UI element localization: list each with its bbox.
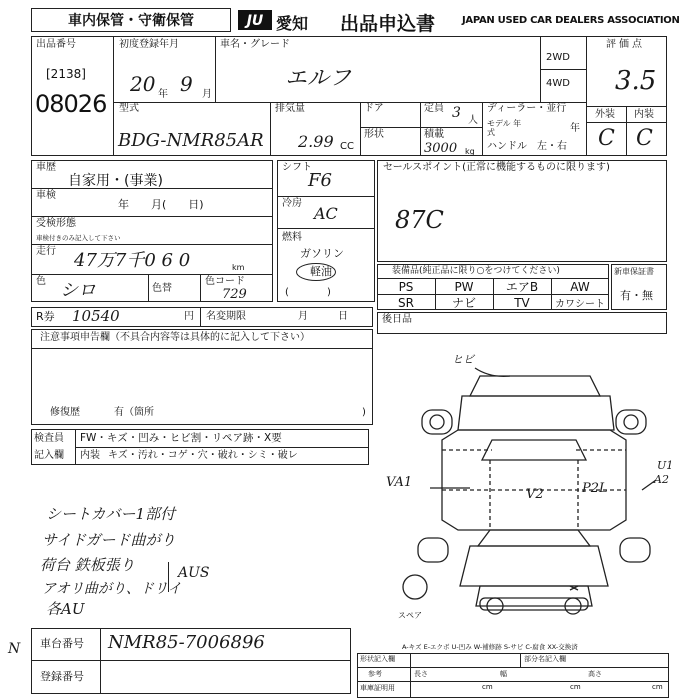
right-mirror-circle <box>624 415 638 429</box>
fuel-label: 燃料 <box>282 232 302 243</box>
mark-hibi: ヒビ <box>452 353 474 366</box>
ref-label: 参考 <box>368 670 382 678</box>
width-label: 幅 <box>500 670 507 678</box>
fuel-circle <box>296 263 336 281</box>
car-name: エルフ <box>285 66 352 91</box>
fuel-paren: ( ) <box>285 287 331 298</box>
height-label: 高さ <box>588 670 602 678</box>
mark-p2l: P2L <box>582 481 608 496</box>
mileage-value: 47万7千0 6 0 <box>74 250 191 271</box>
handle-label: ハンドル 左・右 <box>487 141 567 152</box>
cab-roof-outline <box>470 376 600 396</box>
color-label: 色 <box>36 276 46 287</box>
color-value: シロ <box>60 280 96 301</box>
name-change-label: 名変期限 <box>206 311 246 322</box>
equip-sr: SR <box>398 295 414 310</box>
ac-label: 冷房 <box>282 198 302 209</box>
left-mirror-circle <box>430 415 444 429</box>
mark-u1: U1 <box>657 459 674 472</box>
mileage-unit: km <box>232 263 245 272</box>
notice-label: 注意事項申告欄（不具合内容等は具体的に記入して下さい） <box>40 332 310 343</box>
cc-unit: CC <box>340 141 354 152</box>
inspector-row-1: FW・キズ・凹み・ヒビ割・リペア跡・X要 <box>80 432 282 444</box>
front-left-wheel <box>418 538 448 562</box>
cab-front-outline <box>458 396 614 430</box>
svg-text:JU: JU <box>246 13 264 29</box>
right-mirror-outline <box>616 410 646 434</box>
inspector-row-2: キズ・汚れ・コゲ・穴・破れ・シミ・破レ <box>108 450 298 461</box>
first-reg-month: 9 <box>180 72 193 96</box>
load-label: 積載 <box>424 129 444 140</box>
spare-tire-outline <box>403 575 427 599</box>
afterfit-label: 後日品 <box>382 314 412 325</box>
sales-point-value: 87C <box>395 206 444 234</box>
history-value: 自家用・(事業) <box>68 173 163 189</box>
ac-value: AC <box>314 204 338 223</box>
repair-label: 修復歴 <box>50 407 80 418</box>
load-value: 3000 <box>424 141 458 156</box>
form-title: 出品申込書 <box>340 13 436 35</box>
equip-airbag: エアB <box>505 280 539 294</box>
equip-aw: AW <box>570 279 590 294</box>
capacity-label: 定員 <box>424 103 444 114</box>
shift-label: シフト <box>282 162 312 173</box>
spare-label: スペア <box>398 611 422 620</box>
mileage-label: 走行 <box>36 246 56 257</box>
equip-tv: TV <box>514 295 530 310</box>
note-line-4: アオリ曲がり、ドリイ <box>42 581 182 597</box>
equipment-label: 装備品(純正品に限り○をつけてください) <box>392 266 560 276</box>
month-unit: 月 <box>202 89 212 100</box>
capacity-value: 3 <box>452 105 461 121</box>
repaint-label: 色替 <box>152 283 172 294</box>
equip-pw: PW <box>454 279 474 294</box>
color-code-value: 729 <box>222 287 247 302</box>
hibi-mark-stroke <box>475 368 510 376</box>
inspection-value: 年 月( 日) <box>118 198 204 211</box>
drive-4wd: 4WD <box>546 78 570 89</box>
lot-number: 08026 <box>35 90 107 118</box>
lot-sub: [2138] <box>46 67 86 81</box>
regform-sub: 車検付きのみ記入して下さい <box>36 234 121 242</box>
front-right-wheel <box>620 538 650 562</box>
dealer-label: ディーラー・並行 <box>487 103 567 114</box>
model-value: BDG-NMR85AR <box>118 130 264 151</box>
model-year-unit: 年 <box>570 123 580 134</box>
cm-2: cm <box>570 683 581 691</box>
inspector-row2-label: 内装 <box>80 450 100 461</box>
interior-label: 内装 <box>634 109 654 120</box>
mark-v2: V2 <box>526 487 544 502</box>
length-label: 長さ <box>414 670 428 678</box>
fuel-gas: ガソリン <box>300 247 344 260</box>
history-label: 車歴 <box>36 162 56 173</box>
interior-grade: C <box>636 126 653 151</box>
capacity-unit: 人 <box>468 115 478 126</box>
year-unit: 年 <box>158 89 168 100</box>
insurance-value: 有・無 <box>620 289 653 302</box>
ju-logo-icon <box>238 8 272 32</box>
load-unit: kg <box>465 147 475 156</box>
chassis-value: NMR85-7006896 <box>108 632 265 653</box>
note-line-3: 荷台 鉄板張り <box>40 556 135 574</box>
score-label: 評価点 <box>606 39 645 50</box>
car-name-label: 車名・グレード <box>220 39 290 50</box>
storage-label: 車内保管・守衛保管 <box>31 8 231 32</box>
rear-cab-outline <box>478 530 590 546</box>
ju-logo <box>238 8 272 32</box>
inspection-label: 車検 <box>36 190 56 201</box>
exterior-grade: C <box>598 126 615 151</box>
insurance-label: 新車保証書 <box>614 267 654 276</box>
drive-2wd: 2WD <box>546 52 570 63</box>
reg-cert-label: 車庫証明用 <box>360 684 395 692</box>
color-code-label: 色コード <box>205 276 245 287</box>
shape-label: 形状 <box>364 129 384 140</box>
sales-point-label: セールスポイント(正常に機能するものに限ります) <box>383 162 610 173</box>
reg-number-label: 登録番号 <box>40 670 84 683</box>
note-line-2: サイドガード曲がり <box>42 531 176 549</box>
rear-bumper-outline <box>480 598 588 610</box>
note-line-5: 各AU <box>46 600 85 618</box>
fuel-diesel: 軽油 <box>310 265 332 278</box>
cm-1: cm <box>482 683 493 691</box>
windshield-outline <box>482 440 586 460</box>
cm-3: cm <box>652 683 663 691</box>
equip-seat: カワシート <box>555 299 605 310</box>
note-line-1: シートカバー1部付 <box>46 505 176 523</box>
repair-value: 有（箇所 <box>114 407 154 418</box>
notice-block <box>31 329 373 425</box>
logo-org: 愛知 <box>276 14 309 33</box>
lot-number-label: 出品番号 <box>36 39 76 50</box>
unit-entry-label: 部分名記入欄 <box>524 655 566 663</box>
inspector-label-2: 記入欄 <box>34 450 64 461</box>
displacement-value: 2.99 <box>298 132 334 151</box>
dimension-block <box>357 653 669 698</box>
equip-navi: ナビ <box>451 296 476 310</box>
mark-va1: VA1 <box>386 475 413 490</box>
bed-outline <box>460 546 608 586</box>
ticket-value: 10540 <box>72 307 120 325</box>
shape-entry-label: 形状記入欄 <box>360 655 395 663</box>
car-damage-diagram <box>400 340 668 630</box>
score-value: 3.5 <box>615 66 657 96</box>
first-reg-year: 20 <box>130 72 156 96</box>
afterfit-block <box>377 312 667 334</box>
door-label: ドア <box>364 103 384 114</box>
note-bracket-text: AUS <box>178 565 210 581</box>
margin-mark: N <box>8 641 21 657</box>
first-reg-label: 初度登録年月 <box>119 39 179 50</box>
mark-a2: A2 <box>654 473 669 486</box>
exterior-label: 外装 <box>595 109 615 120</box>
chassis-label: 車台番号 <box>40 637 84 650</box>
left-mirror-outline <box>422 410 452 434</box>
repair-close: ) <box>362 407 366 418</box>
cab-body-outline <box>442 430 626 530</box>
ticket-label: R券 <box>36 310 55 323</box>
name-change-value: 月 日 <box>298 311 348 322</box>
shift-value: F6 <box>308 170 332 191</box>
note-bracket <box>168 562 176 592</box>
association-name: JAPAN USED CAR DEALERS ASSOCIATION <box>462 15 680 26</box>
ticket-unit: 円 <box>184 311 194 322</box>
model-year-label: モデル 年式 <box>487 119 522 137</box>
model-label: 型式 <box>119 103 139 114</box>
inspector-label-1: 検査員 <box>34 433 64 444</box>
displacement-label: 排気量 <box>275 103 305 114</box>
regform-label: 受検形態 <box>36 218 76 229</box>
equip-ps: PS <box>398 279 414 294</box>
damage-legend: A-キズ E-エクボ U-凹み W-補修跡 S-サビ C-腐食 XX-交換済 <box>402 643 578 651</box>
